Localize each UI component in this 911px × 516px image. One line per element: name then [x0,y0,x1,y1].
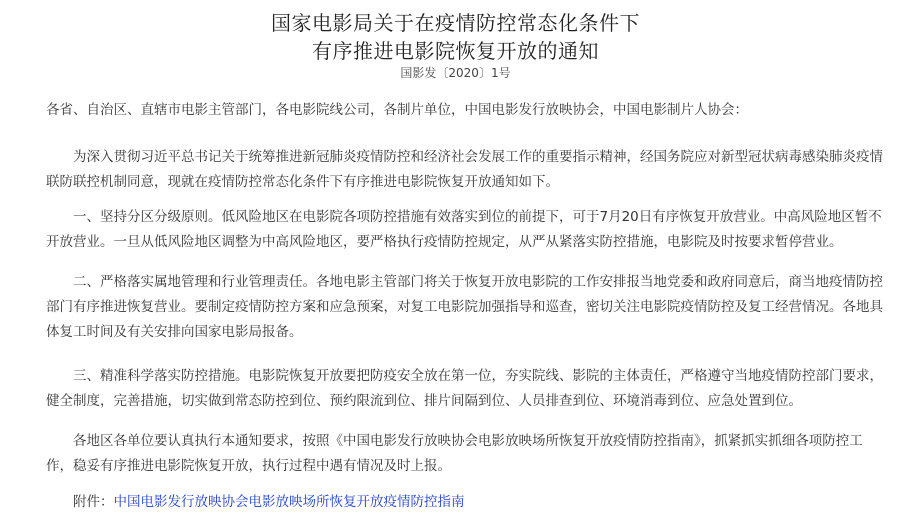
addressee-line: 各省、自治区、直辖市电影主管部门，各电影院线公司，各制片单位，中国电影发行放映协会，中国电影制片人协会： [46,102,748,118]
closing-paragraph: 各地区各单位要认真执行本通知要求，按照《中国电影发行放映协会电影放映场所恢复开放疫情防控指南》，抓紧抓实抓细各项防控工作，稳妥有序推进电影院恢复开放，执行过程中遇有情况及时上报。 [46,433,863,474]
paragraph-three-prevention-measures: 三、精准科学落实防控措施。电影院恢复开放要把防疫安全放在第一位，夯实院线、影院的主体责任，严格遵守当地疫情防控部门要求，健全制度，完善措施，切实做到常态防控到位、预约限流到位、排片间隔到位、人员排查到位、环境消毒到位、应急处置到位。 [46,368,883,409]
document-title-line-1: 国家电影局关于在疫情防控常态化条件下 [271,11,640,35]
attachment-line [46,490,886,515]
attachment-link[interactable]: 中国电影发行放映协会电影放映场所恢复开放疫情防控指南 [113,494,465,510]
intro-paragraph: 为深入贯彻习近平总书记关于统筹推进新冠肺炎疫情防控和经济社会发展工作的重要指示精神，经国务院应对新型冠状病毒感染肺炎疫情联防联控机制同意，现就在疫情防控常态化条件下有序推进电影院恢复开放通知如下。 [46,149,883,190]
document-number: 国影发〔2020〕1号 [400,66,511,80]
attachment-label: 附件： [73,494,114,510]
paragraph-one-zoning-principle: 一、坚持分区分级原则。低风险地区在电影院各项防控措施有效落实到位的前提下，可于7月20日有序恢复开放营业。中高风险地区暂不开放营业。一旦从低风险地区调整为中高风险地区，要严格执行疫情防控规定，从严从紧落实防控措施，电影院及时按要求暂停营业。 [46,209,882,250]
document-title-line-2: 有序推进电影院恢复开放的通知 [312,39,599,63]
paragraph-two-local-management: 二、严格落实属地管理和行业管理责任。各地电影主管部门将关于恢复开放电影院的工作安排报当地党委和政府同意后，商当地疫情防控部门有序推进恢复营业。要制定疫情防控方案和应急预案，对复工电影院加强指导和巡查，密切关注电影院疫情防控及复工经营情况。各地具体复工时间及有关安排向国家电影局报备。 [46,274,883,340]
